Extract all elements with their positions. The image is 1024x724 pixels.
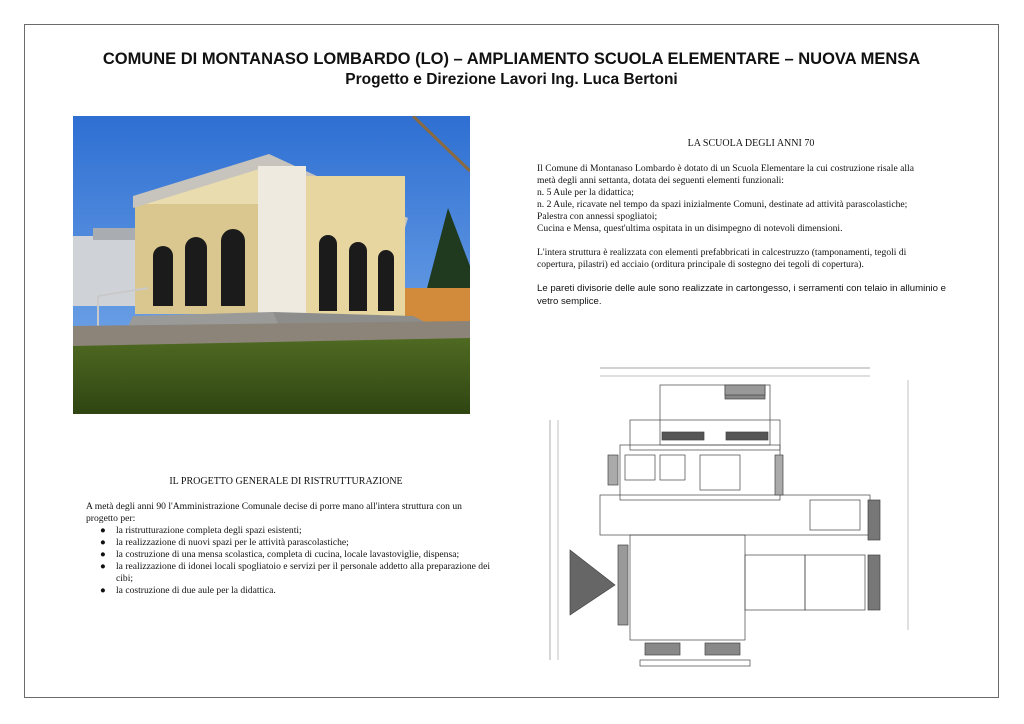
text-line: n. 2 Aule, ricavate nel tempo da spazi inizialmente Comuni, destinate ad attività parascolastiche; <box>537 199 908 210</box>
pareti-description: Le pareti divisorie delle aule sono realizzate in cartongesso, i serramenti con telaio in alluminio e vetro semplice. <box>537 283 947 307</box>
struttura-description <box>537 247 965 271</box>
bullet-icon: ● <box>100 561 106 572</box>
text-line: Palestra con annessi spogliatoi; <box>537 211 658 222</box>
list-item-text: la ristrutturazione completa degli spazi esistenti; <box>116 525 302 536</box>
text-line: Il Comune di Montanaso Lombardo è dotato di un Scuola Elementare la cui costruzione risale alla <box>537 163 914 174</box>
list-item-text: la realizzazione di nuovi spazi per le attività parascolastiche; <box>116 537 349 548</box>
bullet-icon: ● <box>100 549 106 560</box>
text-line: copertura, pilastri) ed acciaio (orditura principale di sostegno dei tegoli di copertura). <box>537 259 864 270</box>
list-item-text: la costruzione di una mensa scolastica, completa di cucina, locale lavastoviglie, dispensa; <box>116 549 460 560</box>
bullet-icon: ● <box>100 537 106 548</box>
bullet-icon: ● <box>100 525 106 536</box>
progetto-section <box>86 476 496 597</box>
scuola-anni-70-section <box>537 138 965 308</box>
text-line: Cucina e Mensa, quest'ultima ospitata in un disimpegno di notevoli dimensioni. <box>537 223 843 234</box>
list-item <box>100 537 496 549</box>
school-photo <box>73 116 470 414</box>
section-heading: LA SCUOLA DEGLI ANNI 70 <box>687 138 815 149</box>
page-subtitle: Progetto e Direzione Lavori Ing. Luca Bertoni <box>345 71 678 88</box>
list-item-text: la costruzione di due aule per la didattica. <box>116 585 276 596</box>
progetto-list <box>86 525 496 597</box>
bullet-icon: ● <box>100 585 106 596</box>
list-item-text: la realizzazione di idonei locali spogliatoio e servizi per il personale addetto alla preparazione dei cibi; <box>116 561 490 584</box>
floor-plan-drawing <box>540 360 920 680</box>
list-item <box>100 549 496 561</box>
text-line: metà degli anni settanta, dotata dei seguenti elementi funzionali: <box>537 175 784 186</box>
section-heading: IL PROGETTO GENERALE DI RISTRUTTURAZIONE <box>169 476 403 487</box>
text-line: n. 5 Aule per la didattica; <box>537 187 634 198</box>
progetto-intro: A metà degli anni 90 l'Amministrazione Comunale decise di porre mano all'intera struttura con un progetto per: <box>86 501 462 524</box>
scuola-description <box>537 163 965 235</box>
list-item <box>100 525 496 537</box>
list-item <box>100 585 496 597</box>
text-line: L'intera struttura è realizzata con elementi prefabbricati in calcestruzzo (tamponamenti, tegoli di <box>537 247 907 258</box>
page-title: COMUNE DI MONTANASO LOMBARDO (LO) – AMPLIAMENTO SCUOLA ELEMENTARE – NUOVA MENSA <box>102 50 921 68</box>
list-item <box>100 561 496 585</box>
